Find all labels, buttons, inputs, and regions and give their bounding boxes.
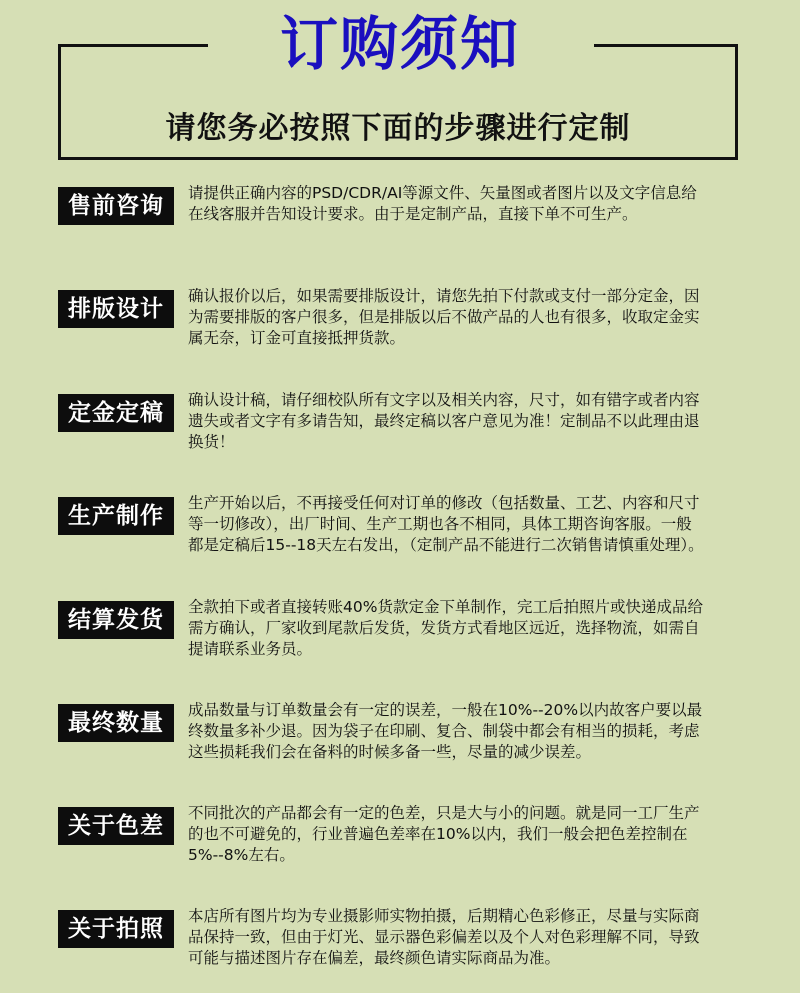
section-label: 售前咨询	[58, 187, 174, 225]
page-title: 订购须知	[279, 10, 520, 78]
section-description: 成品数量与订单数量会有一定的误差，一般在10%--20%以内故客户要以最 终数量多补少退。因为袋子在印刷、复合、制袋中都会有相当的损耗，考虑 这些损耗我们会在备料的时候多备一些，尽量的减少误差。	[188, 701, 703, 761]
section-description: 确认报价以后，如果需要排版设计，请您先拍下付款或支付一部分定金，因 为需要排版的客户很多，但是排版以后不做产品的人也有很多，收取定金实 属无奈，订金可直接抵押货款。	[188, 287, 700, 347]
section-label: 排版设计	[58, 290, 174, 328]
section-description: 不同批次的产品都会有一定的色差，只是大与小的问题。就是同一工厂生产 的也不可避免的，行业普遍色差率在10%以内，我们一般会把色差控制在 5%--8%左右。	[188, 804, 700, 864]
section-label: 生产制作	[58, 497, 174, 535]
section-description: 本店所有图片均为专业摄影师实物拍摄，后期精心色彩修正，尽量与实际商 品保持一致，但由于灯光、显示器色彩偏差以及个人对色彩理解不同，导致 可能与描述图片存在偏差，最终颜色请实际商品为准。	[188, 907, 700, 967]
section-description: 请提供正确内容的PSD/CDR/AI等源文件、矢量图或者图片以及文字信息给 在线客服并告知设计要求。由于是定制产品，直接下单不可生产。	[188, 184, 697, 223]
section-description: 确认设计稿，请仔细校队所有文字以及相关内容，尺寸，如有错字或者内容 遗失或者文字有多请告知，最终定稿以客户意见为准！定制品不以此理由退 换货！	[188, 391, 700, 451]
section-label: 最终数量	[58, 704, 174, 742]
section-label: 结算发货	[58, 601, 174, 639]
section-label: 关于拍照	[58, 910, 174, 948]
section-label: 定金定稿	[58, 394, 174, 432]
section-description: 生产开始以后，不再接受任何对订单的修改（包括数量、工艺、内容和尺寸 等一切修改），出厂时间、生产工期也各不相同，具体工期咨询客服。一般 都是定稿后15--18天左右发出，（定制产品不能进行二次销售请慎重处理）。	[188, 494, 704, 554]
page-subtitle: 请您务必按照下面的步骤进行定制	[165, 111, 631, 146]
section-label: 关于色差	[58, 807, 174, 845]
section-description: 全款拍下或者直接转账40%货款定金下单制作，完工后拍照片或快递成品给 需方确认，厂家收到尾款后发货，发货方式看地区远近，选择物流，如需自 提请联系业务员。	[188, 598, 703, 658]
